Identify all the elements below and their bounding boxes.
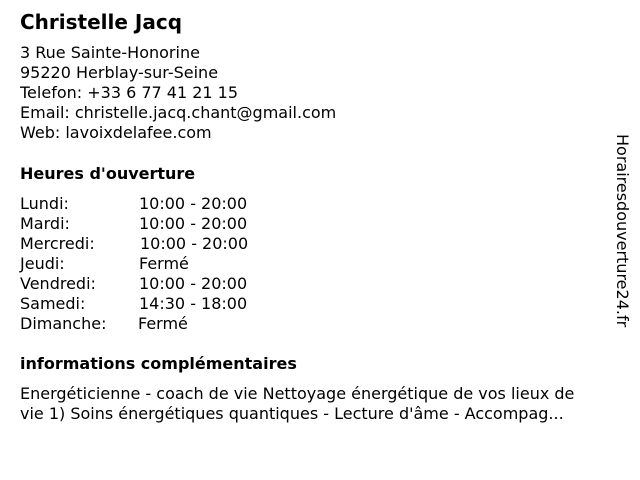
day-label: Lundi: [20,194,69,213]
email-line: Email: christelle.jacq.chant@gmail.com [20,103,337,122]
day-label: Samedi: [20,294,86,313]
day-label: Jeudi: [20,254,65,273]
day-hours: 10:00 - 20:00 [139,274,248,293]
additional-info-title: informations complémentaires [20,354,297,373]
day-label: Dimanche: [20,314,107,333]
day-hours: 10:00 - 20:00 [140,234,249,253]
day-hours: Fermé [139,254,189,273]
day-label: Vendredi: [20,274,96,293]
web-line: Web: lavoixdelafee.com [20,123,212,142]
additional-info-text [20,384,622,424]
site-watermark: Horairesdouverture24.fr [613,134,632,328]
address-city: 95220 Herblay-sur-Seine [20,63,219,82]
description-line-2: vie 1) Soins énergétiques quantiques - Lecture d'âme - Accompag... [20,404,564,423]
day-hours: 10:00 - 20:00 [139,214,248,233]
description-line-1: Energéticienne - coach de vie Nettoyage énergétique de vos lieux de [20,384,575,403]
day-hours: Fermé [138,314,188,333]
day-label: Mardi: [20,214,70,233]
business-name: Christelle Jacq [20,10,183,34]
opening-hours-title: Heures d'ouverture [20,164,196,183]
contact-block [20,43,336,143]
phone-line: Telefon: +33 6 77 41 21 15 [20,83,239,102]
day-hours: 14:30 - 18:00 [139,294,248,313]
address-street: 3 Rue Sainte-Honorine [20,43,200,62]
day-label: Mercredi: [20,234,95,253]
day-hours: 10:00 - 20:00 [139,194,248,213]
